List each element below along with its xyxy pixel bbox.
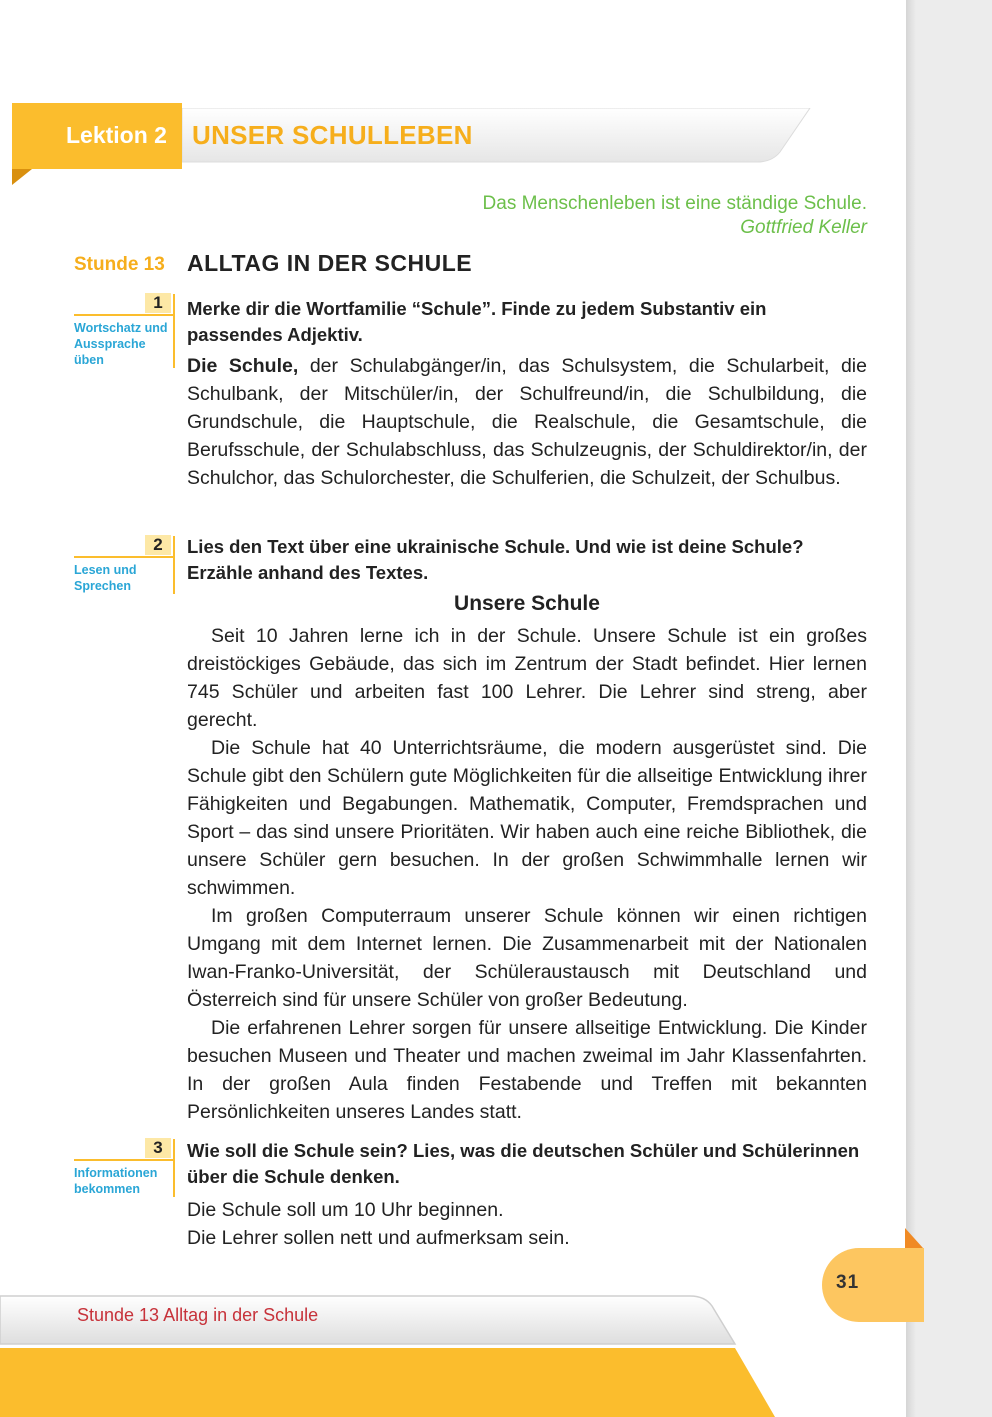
task-skill: Wortschatz und Aussprache üben [74,321,168,367]
lektion-title: UNSER SCHULLEBEN [192,120,473,150]
epigraph-text: Das Menschenleben ist eine ständige Schule. [482,193,867,214]
page-edge-strip [906,0,992,1417]
task-skill: Informationen bekommen [74,1166,158,1196]
task-number: 1 [145,293,171,313]
epigraph-author: Gottfried Keller [740,217,867,238]
task-instruction: Wie soll die Schule sein? Lies, was die deutschen Schüler und Schülerinnen über die Schule denken. [187,1140,860,1187]
reading-paragraph: Seit 10 Jahren lerne ich in der Schule. Unsere Schule ist ein großes dreistöckiges Gebäude, das sich im Zentrum der Stadt befindet. Hier lernen 745 Schüler und arbeiten fast 100 Lehrer. Die Lehrer sind streng, aber gerecht. [187,625,867,731]
opinion-line: Die Lehrer sollen nett und aufmerksam sein. [187,1227,570,1249]
marker-rule [74,556,174,558]
marker-divider [173,1139,175,1197]
stunde-title: ALLTAG IN DER SCHULE [187,250,473,276]
task-marker-3 [74,1139,175,1199]
reading-paragraph: Im großen Computerraum unserer Schule können wir einen richtigen Umgang mit dem Internet lernen. Die Zusammenarbeit mit der Nationalen Iwan-Franko-Universität, der Schüleraustausch mit Deutschland und Österreich sind für unsere Schüler von großer Bedeutung. [187,905,867,1011]
epigraph [483,192,867,240]
word-family-text [187,352,867,492]
marker-divider [173,294,175,368]
stunde-label: Stunde 13 [74,254,165,275]
page-number: 31 [836,1272,860,1293]
marker-divider [173,536,175,594]
task-marker-2 [74,536,175,596]
task-marker-1 [74,294,175,370]
opinion-line: Die Schule soll um 10 Uhr beginnen. [187,1199,504,1221]
task-3-content [187,1138,867,1252]
lektion-label: Lektion 2 [66,122,167,148]
word-list: der Schulabgänger/in, das Schulsystem, die Schularbeit, die Schulbank, der Mitschüler/in, der Schulfreund/in, die Schulbildung, die Grundschule, die Hauptschule, die Realschule, die Gesamtschule, die Berufsschule, der Schulabschluss, das Schulzeugnis, der Schuldirektor/in, der Schulchor, das Schulorchester, die Schulferien, die Schulzeit, der Schulbus. [187,355,867,489]
lead-word: Die Schule, [187,355,299,377]
reading-title: Unsere Schule [454,592,600,615]
marker-rule [74,1159,174,1161]
reading-paragraph: Die erfahrenen Lehrer sorgen für unsere allseitige Entwicklung. Die Kinder besuchen Museen und Theater und machen zweimal im Jahr Klassenfahrten. In der großen Aula finden Festabende und Treffen mit bekannten Persönlichkeiten unseres Landes statt. [187,1017,867,1123]
task-1-content [187,296,867,492]
reading-paragraph: Die Schule hat 40 Unterrichtsräume, die modern ausgerüstet sind. Die Schule gibt den Schülern gute Möglichkeiten für die allseitige Entwicklung ihrer Fähigkeiten und Begabungen. Mathematik, Computer, Fremdsprachen und Sport – das sind unsere Prioritäten. Wir haben auch eine reiche Bibliothek, die unsere Schüler gern besuchen. In der großen Schwimmhalle lernen wir schwimmen. [187,737,867,899]
opinion-lines [187,1196,867,1252]
task-number: 3 [145,1138,171,1158]
footer-lesson-title: Stunde 13 Alltag in der Schule [77,1305,319,1325]
task-skill: Lesen und Sprechen [74,563,137,593]
lektion-tab-fold [12,169,32,185]
task-instruction: Merke dir die Wortfamilie “Schule”. Finde zu jedem Substantiv ein passendes Adjektiv. [187,298,767,345]
marker-rule [74,314,174,316]
task-2-content [187,534,867,1126]
task-number: 2 [145,535,171,555]
page-number-badge [822,1248,924,1322]
page-number-corner [905,1228,923,1248]
task-instruction: Lies den Text über eine ukrainische Schule. Und wie ist deine Schule? Erzähle anhand des Textes. [187,536,804,583]
